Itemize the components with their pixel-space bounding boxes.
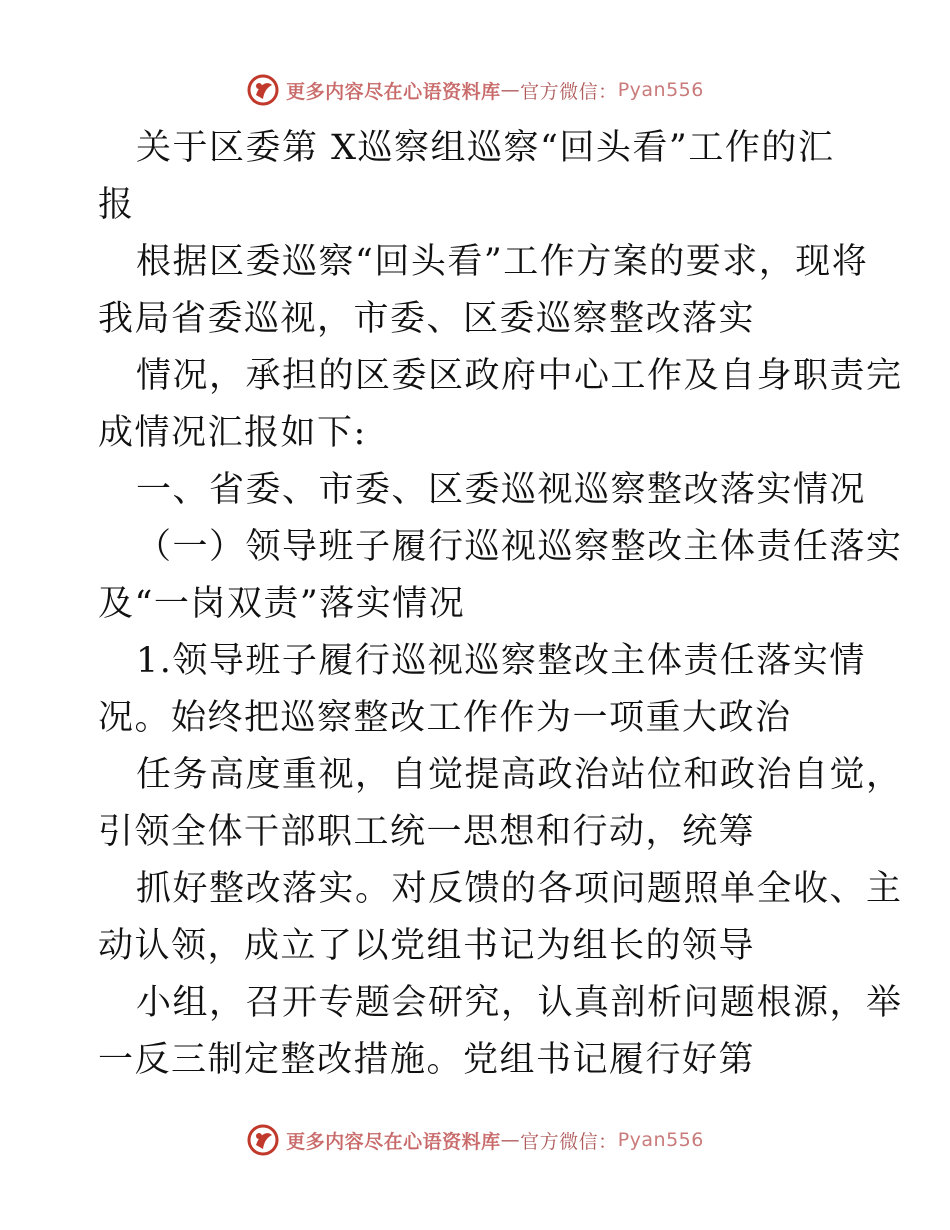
watermark-main-text: 更多内容尽在心语资料库 bbox=[286, 1130, 501, 1153]
paragraph-line: 小组，召开专题会研究，认真剖析问题根源，举 bbox=[136, 983, 903, 1023]
watermark-wechat-id: Pyan556 bbox=[617, 79, 704, 101]
document-title-line-1: 关于区委第 X巡察组巡察“回头看”工作的汇 bbox=[136, 128, 835, 168]
watermark-separator: — bbox=[500, 1129, 521, 1151]
paragraph-line: 抓好整改落实。对反馈的各项问题照单全收、主 bbox=[136, 869, 903, 909]
subsection-heading-line-2: 及“一岗双责”落实情况 bbox=[98, 584, 466, 624]
paragraph-line: 1.领导班子履行巡视巡察整改主体责任落实情 bbox=[136, 641, 866, 681]
paragraph-line: 任务高度重视，自觉提高政治站位和政治自觉， bbox=[136, 755, 903, 795]
ribbon-logo-icon bbox=[246, 1123, 280, 1157]
paragraph-line: 根据区委巡察“回头看”工作方案的要求，现将 bbox=[136, 242, 869, 282]
document-title-line-2: 报 bbox=[98, 185, 135, 225]
paragraph-line: 成情况汇报如下: bbox=[98, 413, 367, 453]
paragraph-line: 一反三制定整改措施。党组书记履行好第 bbox=[98, 1040, 756, 1080]
document-body bbox=[98, 120, 903, 1089]
paragraph-line: 况。始终把巡察整改工作作为一项重大政治 bbox=[98, 698, 792, 738]
paragraph-line: 引领全体干部职工统一思想和行动，统筹 bbox=[98, 812, 756, 852]
paragraph-line: 动认领，成立了以党组书记为组长的领导 bbox=[98, 926, 756, 966]
watermark-official-label: 官方微信： bbox=[520, 1130, 618, 1153]
watermark-main-text: 更多内容尽在心语资料库 bbox=[286, 80, 501, 103]
subsection-heading-line-1: （一）领导班子履行巡视巡察整改主体责任落实 bbox=[136, 527, 903, 567]
header-watermark bbox=[0, 70, 950, 110]
watermark-wechat-id: Pyan556 bbox=[617, 1129, 704, 1151]
paragraph-line: 我局省委巡视，市委、区委巡察整改落实 bbox=[98, 299, 756, 339]
watermark-separator: — bbox=[500, 79, 521, 101]
section-heading: 一、省委、市委、区委巡视巡察整改落实情况 bbox=[136, 470, 867, 510]
ribbon-logo-icon bbox=[246, 73, 280, 107]
footer-watermark bbox=[0, 1120, 950, 1160]
watermark-official-label: 官方微信： bbox=[520, 80, 618, 103]
paragraph-line: 情况，承担的区委区政府中心工作及自身职责完 bbox=[136, 356, 903, 396]
